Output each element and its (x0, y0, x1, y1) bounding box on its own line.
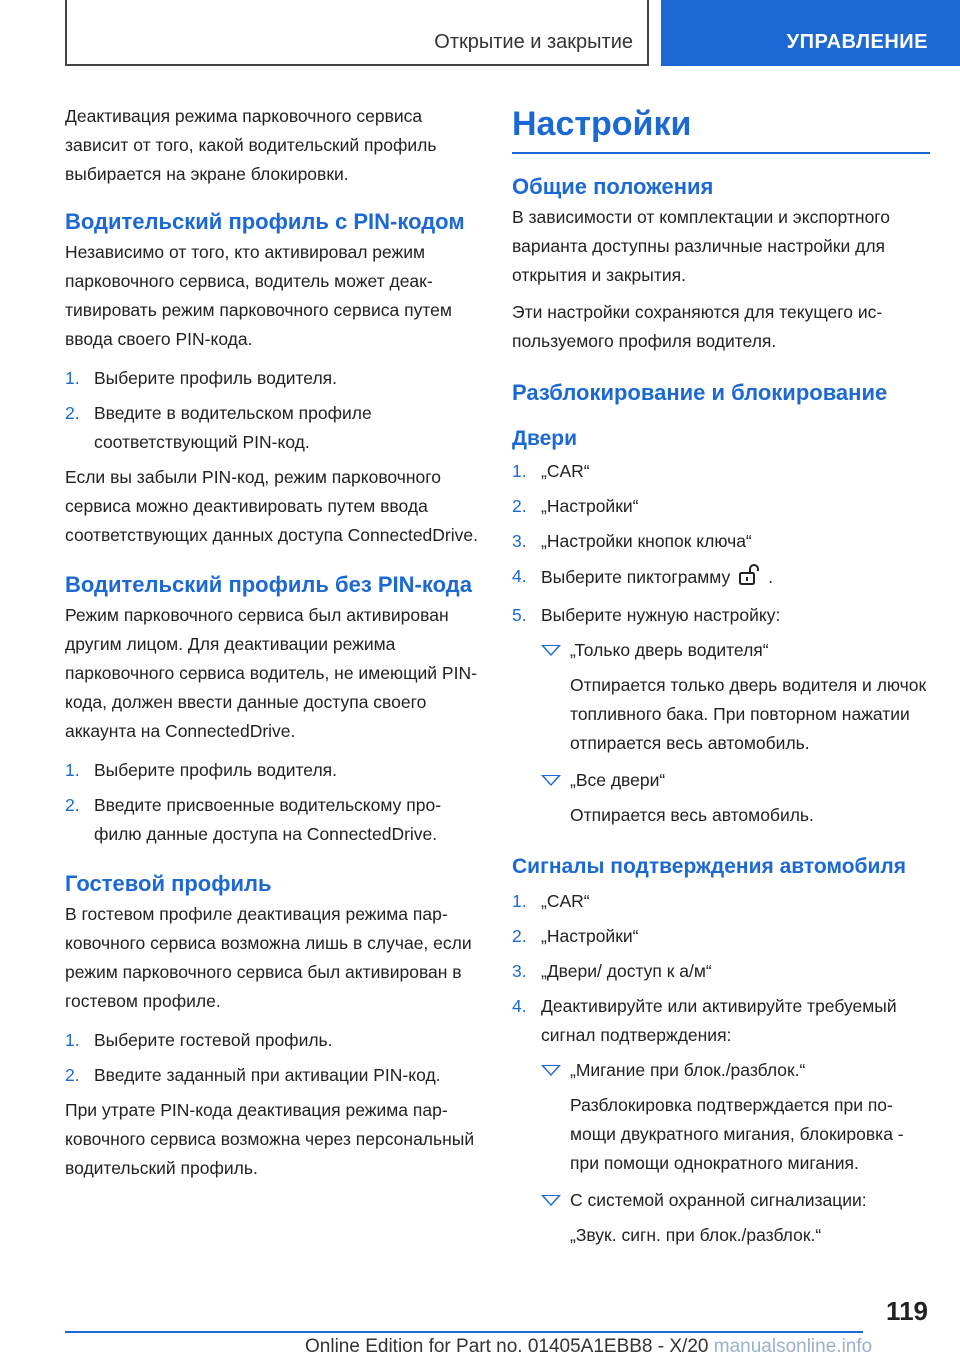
step-text: „CAR“ (541, 891, 590, 911)
list-item (512, 887, 930, 916)
list-item (512, 992, 930, 1050)
option-description: Отпирается только дверь водителя и лючок топливного бака. При повторном нажатии отпирается весь автомобиль. (570, 675, 927, 753)
list-item (512, 922, 930, 951)
general-paragraph-2: Эти настройки сохраняются для текущего используемого профиля водителя. (512, 302, 883, 351)
list-item (65, 756, 480, 785)
list-item (512, 957, 930, 986)
step-text: Выберите нужную настройку: (541, 605, 781, 625)
step-number: 3. (512, 961, 527, 981)
footer-divider (65, 1331, 863, 1333)
step-text: „Настройки“ (541, 496, 639, 516)
confirm-signals-heading: Сигналы подтверждения автомобиля (512, 855, 907, 878)
step-number: 1. (512, 461, 527, 481)
step-number: 5. (512, 605, 527, 625)
pin-profile-steps (65, 364, 480, 457)
step-number: 2. (65, 1065, 80, 1085)
chapter-title: Открытие и закрытие (434, 31, 633, 53)
step-number: 4. (512, 566, 527, 586)
triangle-bullet-icon (541, 1065, 561, 1076)
unlock-lock-heading: Разблокирование и блокирование (512, 380, 888, 405)
pin-profile-text: Независимо от того, кто активировал режим парковочного сервиса, водитель может деактивировать режим парковочного сервиса путем ввода своего PIN-кода. (65, 242, 452, 349)
step-number: 1. (512, 891, 527, 911)
option-description: Разблокировка подтверждается при помощи двукратного мигания, блокировка - при помощи однократного мигания. (570, 1095, 904, 1173)
general-paragraph-1: В зависимости от комплектации и экспортного варианта доступны различные настройки для открытия и закрытия. (512, 207, 891, 285)
step-number: 1. (65, 368, 80, 388)
step-text: Выберите гостевой профиль. (94, 1030, 333, 1050)
pin-profile-heading: Водительский профиль с PIN-кодом (65, 209, 465, 234)
step-number: 2. (65, 795, 80, 815)
doors-options (541, 636, 930, 830)
list-item (65, 791, 480, 849)
intro-paragraph: Деактивация режима парковочного сервиса зависит от того, какой водительский профиль выбирается на экране блокировки. (65, 106, 437, 184)
list-item (541, 1186, 930, 1250)
list-item (512, 562, 930, 595)
step-text: „Двери/ доступ к а/м“ (541, 961, 712, 981)
right-column (512, 102, 930, 1250)
confirm-signals-steps (512, 887, 930, 1050)
step-text: „CAR“ (541, 461, 590, 481)
step-text: „Настройки кнопок ключа“ (541, 531, 752, 551)
step-number: 2. (512, 926, 527, 946)
step-text-suffix: . (768, 567, 774, 588)
step-text: „Настройки“ (541, 926, 639, 946)
step-number: 2. (512, 496, 527, 516)
step-number: 2. (65, 403, 80, 423)
no-pin-profile-heading: Водительский профиль без PIN-кода (65, 572, 472, 597)
doors-steps (512, 457, 930, 630)
page-number: 119 (886, 1296, 928, 1326)
step-number: 3. (512, 531, 527, 551)
general-heading: Общие положения (512, 174, 714, 199)
list-item (65, 399, 480, 457)
step-text: Выберите профиль водителя. (94, 368, 337, 388)
no-pin-profile-steps (65, 756, 480, 849)
list-item (65, 364, 480, 393)
step-number: 1. (65, 1030, 80, 1050)
step-number: 4. (512, 996, 527, 1016)
list-item (512, 527, 930, 556)
step-text: Выберите профиль водителя. (94, 760, 337, 780)
unlocked-padlock-icon (736, 562, 762, 595)
list-item (541, 1056, 930, 1178)
list-item (512, 457, 930, 486)
guest-profile-note: При утрате PIN-кода деактивация режима парковочного сервиса возможна через персональный водительский профиль. (65, 1100, 475, 1178)
list-item (65, 1061, 480, 1090)
triangle-bullet-icon (541, 1195, 561, 1206)
left-column (65, 102, 480, 1183)
option-description: Отпирается весь автомобиль. (570, 805, 814, 825)
no-pin-profile-text: Режим парковочного сервиса был активирован другим лицом. Для деактивации режима парковочного сервиса водитель, не имеющий PIN-кода, должен ввести данные доступа своего аккаунта на ConnectedDrive. (65, 605, 477, 741)
triangle-bullet-icon (541, 775, 561, 786)
step-text: Введите присвоенные водительскому профилю данные доступа на ConnectedDrive. (94, 795, 442, 844)
list-item (65, 1026, 480, 1055)
edition-text: Online Edition for Part no. 01405A1EBB8 - X/20 (305, 1336, 709, 1357)
option-title: „Все двери“ (570, 770, 666, 790)
header-chapter-box (65, 0, 649, 66)
section-title: УПРАВЛЕНИЕ (786, 31, 928, 53)
guest-profile-text: В гостевом профиле деактивация режима парковочного сервиса возможна лишь в случае, если режим парковочного сервиса был активирован в гостевом профиле. (65, 904, 472, 1011)
step-text: Выберите пиктограмму (541, 567, 731, 588)
list-item (512, 492, 930, 521)
option-description: „Звук. сигн. при блок./разблок.“ (570, 1225, 822, 1245)
pin-profile-note: Если вы забыли PIN-код, режим парковочного сервиса можно деактивировать путем ввода соответствующих данных доступа ConnectedDrive. (65, 467, 478, 545)
triangle-bullet-icon (541, 645, 561, 656)
option-title: С системой охранной сигнализации: (570, 1190, 867, 1210)
step-number: 1. (65, 760, 80, 780)
option-title: „Мигание при блок./разблок.“ (570, 1060, 806, 1080)
list-item (541, 636, 930, 758)
confirm-signals-options (541, 1056, 930, 1250)
header-section-box (661, 0, 960, 66)
list-item (512, 601, 930, 630)
page-title: Настройки (512, 102, 930, 154)
guest-profile-heading: Гостевой профиль (65, 871, 272, 896)
step-text: Деактивируйте или активируйте требуемый сигнал подтверждения: (541, 996, 897, 1045)
step-text: Введите в водительском профиле соответствующий PIN-код. (94, 403, 372, 452)
watermark-text: manualsonline.info (713, 1336, 873, 1357)
list-item (541, 766, 930, 830)
edition-info (305, 1336, 872, 1358)
option-title: „Только дверь водителя“ (570, 640, 769, 660)
guest-profile-steps (65, 1026, 480, 1090)
doors-heading: Двери (512, 427, 578, 450)
step-text: Введите заданный при активации PIN-код. (94, 1065, 441, 1085)
